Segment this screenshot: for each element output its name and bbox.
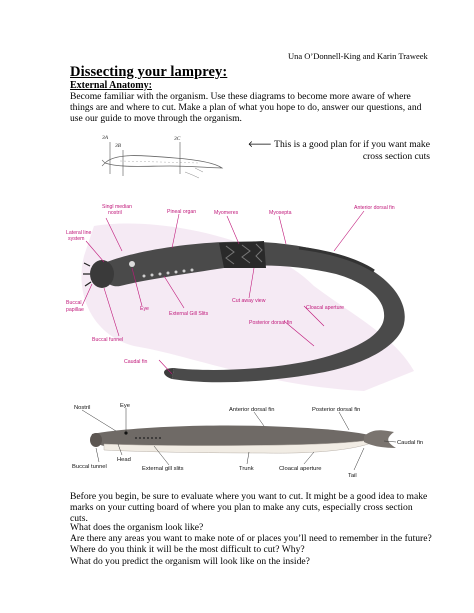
label-buccal-funnel: Buccal funnel bbox=[92, 337, 124, 343]
label2-trunk: Trunk bbox=[239, 466, 254, 472]
authors-line: Una O’Donnell-King and Karin Traweek bbox=[288, 51, 428, 61]
label-cloacal-aperture: Cloacal aperture bbox=[306, 305, 345, 311]
label-cut-away-view: Cut away view bbox=[232, 298, 266, 304]
label-anterior-dorsal-fin: Anterior dorsal fin bbox=[354, 205, 395, 211]
intro-paragraph: Become familiar with the organism. Use these diagrams to become more aware of where things are and where to cut. Make a plan of what you hope to do, answer our questions, and use our guide to move through the organism. bbox=[70, 91, 422, 125]
label2-caudal-fin: Caudal fin bbox=[397, 440, 424, 446]
label-myosepta: Myosepta bbox=[269, 210, 292, 216]
label-eye: Eye bbox=[140, 306, 149, 312]
label-posterior-dorsal-fin: Posterior dorsal fin bbox=[249, 320, 293, 326]
label-lateral-line-system: system bbox=[68, 236, 85, 242]
label-pineal-organ: Pineal organ bbox=[167, 209, 197, 215]
cross-section-plan-note bbox=[240, 139, 430, 162]
label-buccal: Buccal bbox=[66, 300, 82, 306]
question-item: Are there any areas you want to make note of or places you’ll need to remember in the future? bbox=[70, 533, 432, 545]
label2-buccal-tunnel: Buccal tunnel bbox=[72, 464, 107, 470]
section-heading: External Anatomy: bbox=[70, 80, 152, 91]
label2-tail: Tail bbox=[348, 473, 357, 479]
label2-eye: Eye bbox=[120, 403, 130, 409]
label-caudal-fin: Caudal fin bbox=[124, 359, 148, 365]
evaluate-paragraph: Before you begin, be sure to evaluate where you want to cut. It might be a good idea to make marks on your cutting board of where you plan to make any cuts, especially cross section cuts. bbox=[70, 491, 428, 525]
label-single-median-nostril-line2: nostril bbox=[108, 210, 122, 216]
label2-nostril: Nostril bbox=[74, 405, 91, 411]
label-lateral-line: Lateral line bbox=[66, 230, 92, 236]
label2-head: Head bbox=[117, 457, 131, 463]
label2-external-gill-slits: External gill slits bbox=[142, 466, 184, 472]
label2-anterior-dorsal-fin: Anterior dorsal fin bbox=[229, 407, 275, 413]
label-external-gill-slits: External Gill Slits bbox=[169, 311, 209, 317]
label-single-median-nostril: Singl median bbox=[102, 204, 132, 210]
page-title: Dissecting your lamprey: bbox=[70, 64, 228, 80]
sketch-label-3b: 3B bbox=[115, 143, 122, 149]
question-item: What does the organism look like? bbox=[70, 522, 204, 533]
note-line-1: This is a good plan for if you want make bbox=[274, 139, 430, 150]
question-list bbox=[70, 522, 440, 567]
label2-cloacal-aperture: Cloacal aperture bbox=[279, 466, 322, 472]
lamprey-side-view-diagram bbox=[64, 400, 424, 485]
label-papillae: papillae bbox=[66, 307, 84, 313]
label-myomeres: Myomeres bbox=[214, 210, 239, 216]
sketch-label-3a: 3A bbox=[102, 135, 109, 141]
lamprey-outline-sketch bbox=[100, 130, 230, 185]
sketch-label-3c: 3C bbox=[174, 136, 181, 142]
question-item: Where do you think it will be the most difficult to cut? Why? bbox=[70, 544, 305, 556]
label2-posterior-dorsal-fin: Posterior dorsal fin bbox=[312, 407, 361, 413]
question-item: What do you predict the organism will look like on the inside? bbox=[70, 555, 310, 567]
note-line-2: cross section cuts bbox=[362, 151, 430, 163]
lamprey-external-anatomy-diagram bbox=[64, 196, 424, 396]
left-arrow-icon: 🡐 bbox=[247, 140, 272, 150]
